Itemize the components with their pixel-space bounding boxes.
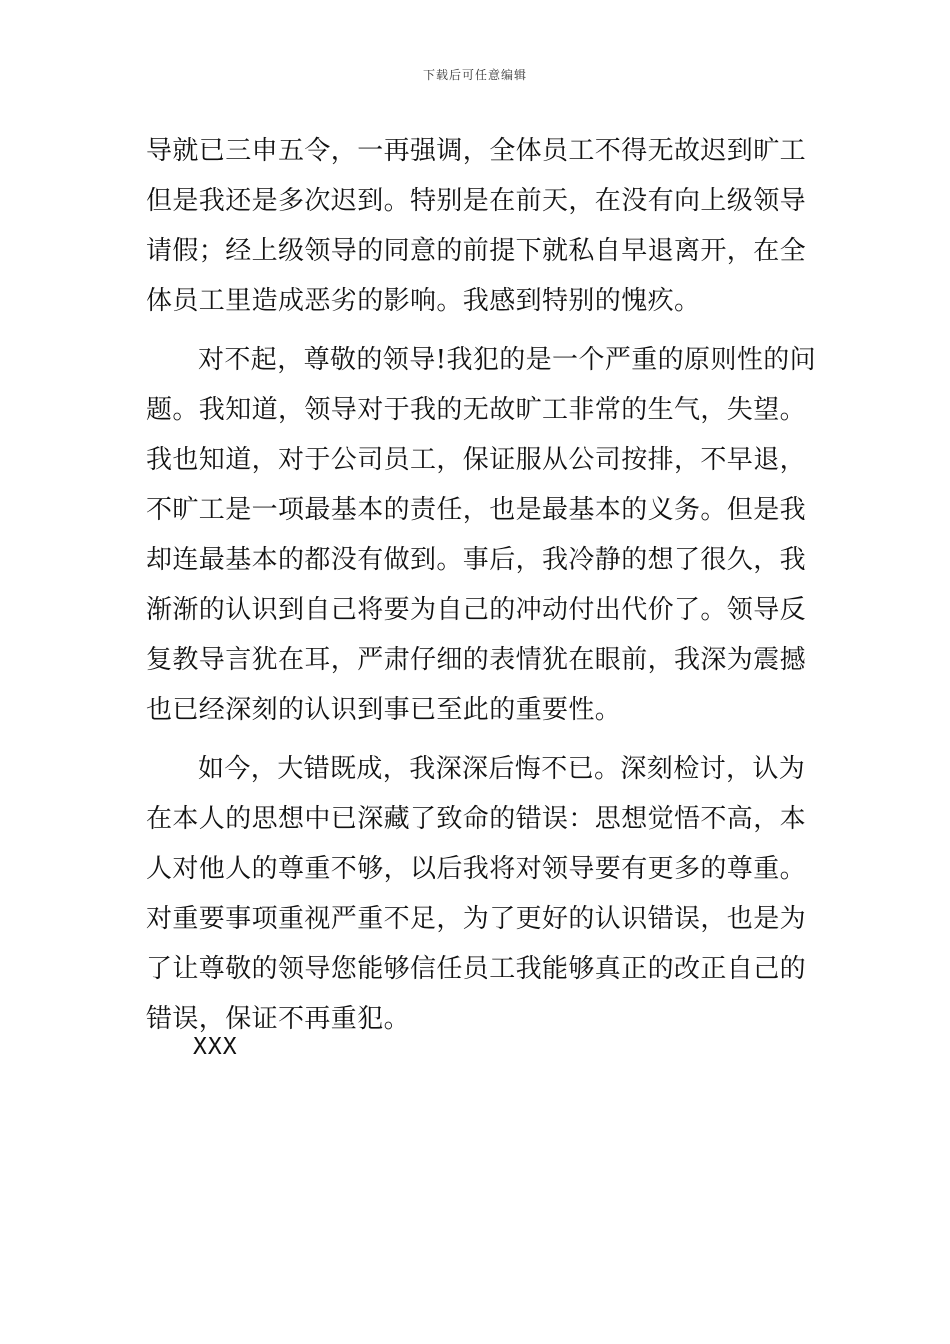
paragraph-line: 如今，大错既成，我深深后悔不已。深刻检讨，认为 — [198, 754, 806, 784]
paragraph-line: 复教导言犹在耳，严肃仔细的表情犹在眼前，我深为震撼 — [146, 645, 807, 675]
signature: XXX — [193, 1034, 238, 1060]
header-note: 下载后可任意编辑 — [422, 68, 527, 82]
paragraph-line: 但是我还是多次迟到。特别是在前天，在没有向上级领导 — [146, 186, 807, 216]
paragraph-1 — [146, 126, 806, 326]
paragraph-3 — [146, 744, 806, 1044]
paragraph-line: 导就已三申五令，一再强调，全体员工不得无故迟到旷工 — [146, 136, 807, 166]
paragraph-line: 对重要事项重视严重不足，为了更好的认识错误，也是为 — [146, 904, 807, 934]
paragraph-line: 了让尊敬的领导您能够信任员工我能够真正的改正自己的 — [146, 954, 807, 984]
paragraph-line: 在本人的思想中已深藏了致命的错误：思想觉悟不高，本 — [146, 804, 807, 834]
paragraph-line: 对不起，尊敬的领导!我犯的是一个严重的原则性的问 — [198, 345, 817, 375]
paragraph-line: 也已经深刻的认识到事已至此的重要性。 — [146, 695, 622, 725]
document-body — [146, 126, 817, 1044]
paragraph-line: 错误，保证不再重犯。 — [146, 1004, 411, 1034]
paragraph-line: 渐渐的认识到自己将要为自己的冲动付出代价了。领导反 — [146, 595, 807, 625]
paragraph-line: 我也知道，对于公司员工，保证服从公司按排，不早退， — [146, 445, 807, 475]
paragraph-line: 不旷工是一项最基本的责任，也是最基本的义务。但是我 — [146, 495, 807, 525]
paragraph-line: 请假；经上级领导的同意的前提下就私自早退离开，在全 — [146, 236, 807, 266]
paragraph-line: 却连最基本的都没有做到。事后，我冷静的想了很久，我 — [146, 545, 807, 575]
paragraph-line: 题。我知道，领导对于我的无故旷工非常的生气，失望。 — [146, 395, 807, 425]
paragraph-line: 人对他人的尊重不够，以后我将对领导要有更多的尊重。 — [146, 854, 807, 884]
paragraph-2 — [146, 335, 817, 735]
paragraph-line: 体员工里造成恶劣的影响。我感到特别的愧疚。 — [146, 286, 701, 316]
